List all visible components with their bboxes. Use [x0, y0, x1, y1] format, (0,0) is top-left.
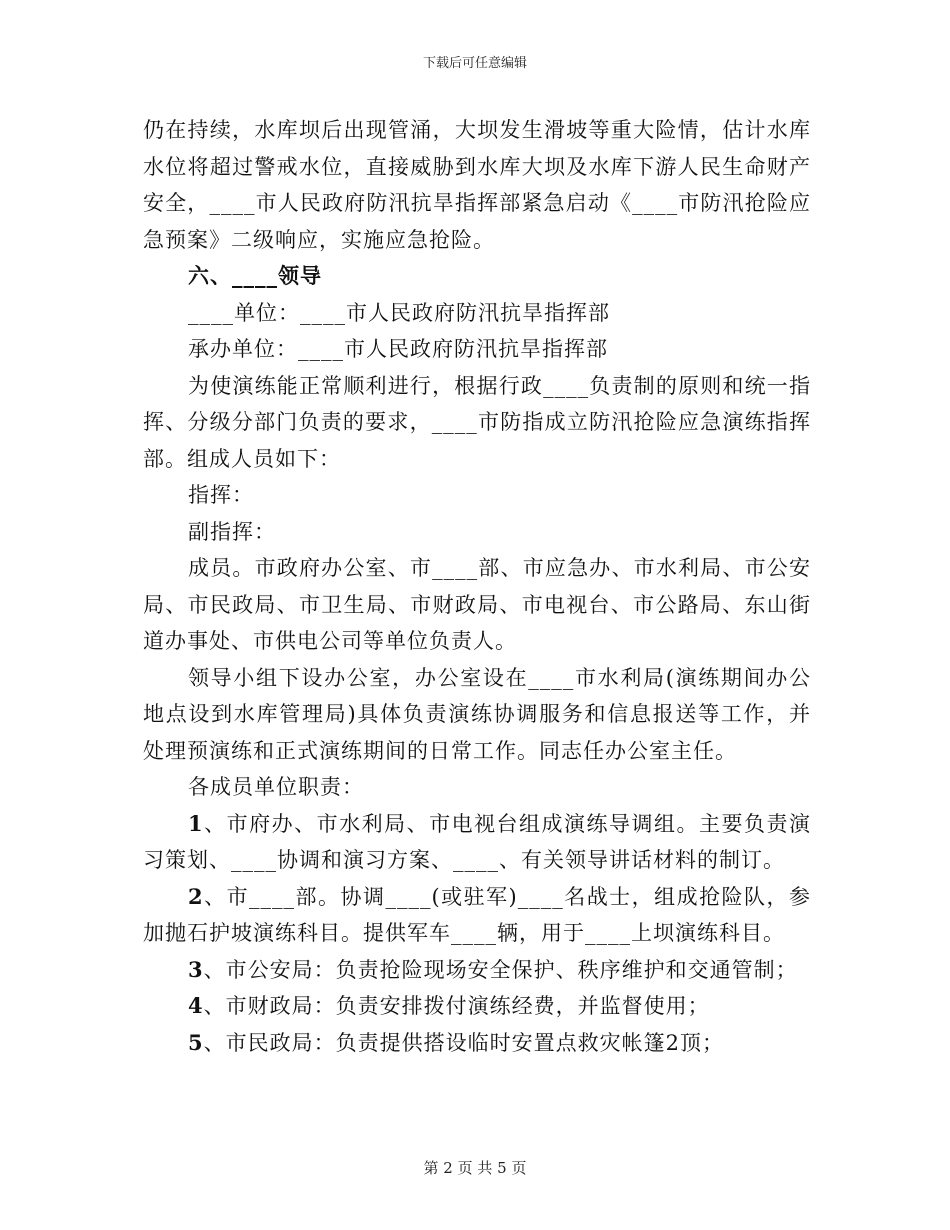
document-body: [143, 112, 811, 1061]
page-footer: 第 2 页 共 5 页: [423, 1159, 527, 1177]
paragraph: ____单位：____市人民政府防汛抗旱指挥部: [188, 300, 610, 325]
list-item-number: 3: [188, 956, 204, 982]
paragraph: 成员。市政府办公室、市____部、市应急办、市水利局、市公安局、市民政局、市卫生局、市财政局、市电视台、市公路局、东山街道办事处、市供电公司等单位负责人。: [143, 556, 811, 653]
section-heading: 六、____领导: [188, 263, 322, 288]
list-item-text: 、市府办、市水利局、市电视台组成演练导调组。主要负责演习策划、____协调和演习方案、____、有关领导讲话材料的制订。: [143, 811, 811, 872]
paragraph: 仍在持续，水库坝后出现管涌，大坝发生滑坡等重大险情，估计水库水位将超过警戒水位，直接威胁到水库大坝及水库下游人民生命财产安全，____市人民政府防汛抗旱指挥部紧急启动《____市防汛抢险应急预案》二级响应，实施应急抢险。: [143, 118, 811, 252]
paragraph: 指挥：: [188, 483, 254, 507]
list-item: [143, 879, 811, 952]
paragraph: 各成员单位职责：: [188, 775, 364, 799]
paragraph: 副指挥：: [188, 519, 276, 544]
list-item: [143, 952, 811, 989]
list-item-text: 、市____部。协调____(或驻军)____名战士，组成抢险队，参加抛石护坡演练科目。提供军车____辆，用于____上坝演练科目。: [143, 884, 811, 945]
list-item-number: 4: [188, 993, 204, 1018]
paragraph: 领导小组下设办公室，办公室设在____市水利局(演练期间办公地点设到水库管理局)具体负责演练协调服务和信息报送等工作，并处理预演练和正式演练期间的日常工作。同志任办公室主任。: [143, 665, 811, 763]
list-item: [143, 806, 811, 879]
list-item-number: 1: [188, 810, 204, 836]
paragraph: 为使演练能正常顺利进行，根据行政____负责制的原则和统一指挥、分级分部门负责的要求，____市防指成立防汛抢险应急演练指挥部。组成人员如下：: [143, 373, 811, 471]
list-item-text: 、市公安局：负责抢险现场安全保护、秩序维护和交通管制；: [203, 957, 798, 982]
list-item-number: 2: [188, 883, 204, 909]
paragraph: 承办单位：____市人民政府防汛抗旱指挥部: [188, 337, 608, 361]
list-item-text: 、市财政局：负责安排拨付演练经费，并监督使用；: [203, 994, 710, 1018]
page-header: 下载后可任意编辑: [422, 56, 527, 71]
list-item-number: 5: [188, 1029, 204, 1055]
list-item: [143, 1025, 811, 1062]
list-item: [143, 988, 811, 1025]
list-item-text: 、市民政局：负责提供搭设临时安置点救灾帐篷2顶；: [203, 1030, 724, 1055]
